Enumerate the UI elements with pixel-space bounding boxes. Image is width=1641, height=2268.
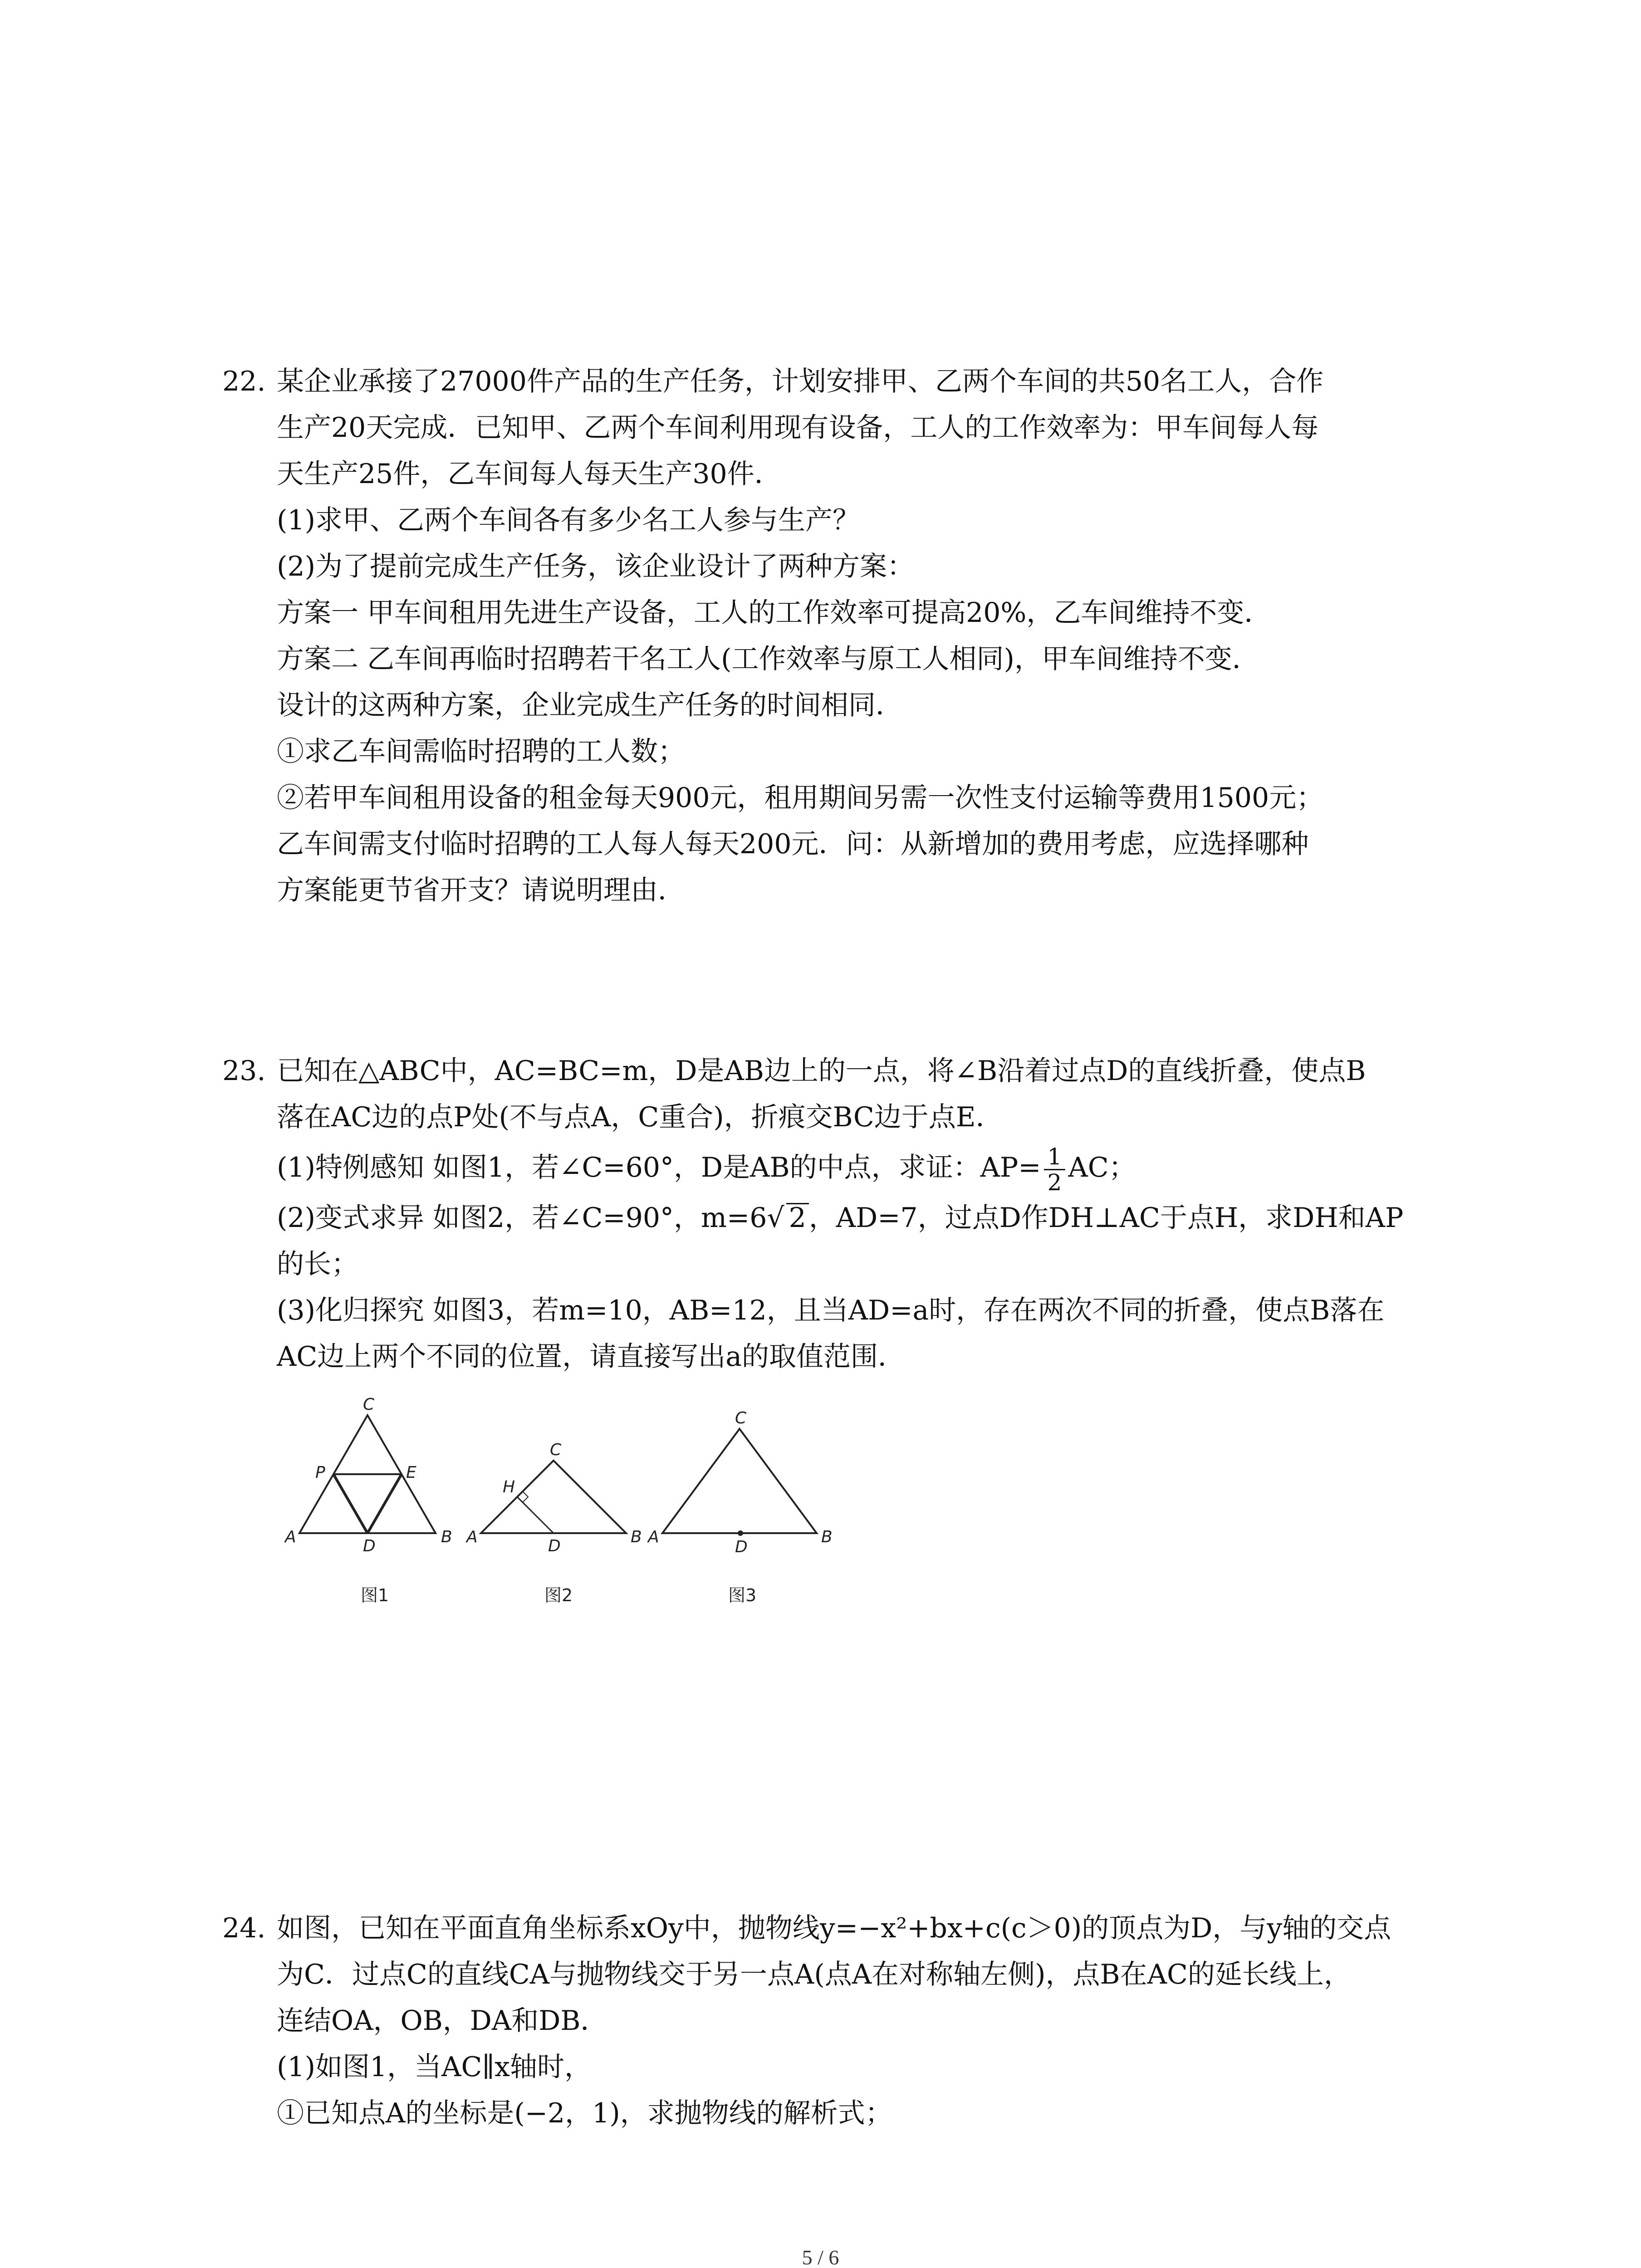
sub-question bbox=[222, 1195, 1447, 1241]
question-text: 已知在△ABC中，AC=BC=m，D是AB边上的一点，将∠B沿着过点D的直线折叠，使点B bbox=[277, 1055, 1366, 1087]
label-c: C bbox=[363, 1395, 375, 1414]
figure-3 bbox=[647, 1409, 833, 1605]
question-text: 天生产25件，乙车间每人每天生产30件． bbox=[277, 458, 782, 490]
question-text: AC边上两个不同的位置，请直接写出a的取值范围． bbox=[277, 1341, 906, 1373]
question-text: 连结OA，OB，DA和DB． bbox=[277, 2005, 608, 2037]
dashed-eb bbox=[402, 1474, 436, 1533]
plan-one: 方案一 甲车间租用先进生产设备，工人的工作效率可提高20%，乙车间维持不变． bbox=[277, 597, 1272, 629]
label-d: D bbox=[363, 1537, 376, 1555]
label-b: B bbox=[441, 1528, 452, 1546]
question-text: 的长； bbox=[277, 1248, 358, 1280]
label-e: E bbox=[406, 1463, 416, 1482]
triangle-abc bbox=[662, 1429, 817, 1533]
question-22 bbox=[222, 358, 1447, 914]
sub-question-text: AC； bbox=[1068, 1152, 1136, 1183]
label-b: B bbox=[631, 1528, 642, 1546]
label-a: A bbox=[285, 1528, 296, 1546]
sub-question: (1)求甲、乙两个车间各有多少名工人参与生产？ bbox=[277, 504, 860, 536]
question-text: 方案能更节省开支？请说明理由． bbox=[277, 875, 685, 906]
fraction bbox=[1044, 1144, 1066, 1195]
sub-question: (2)为了提前完成生产任务，该企业设计了两种方案： bbox=[277, 551, 914, 582]
sqrt-sign: √ bbox=[767, 1202, 784, 1234]
label-c: C bbox=[735, 1409, 747, 1427]
sub-question: (1)如图1，当AC∥x轴时， bbox=[277, 2051, 592, 2083]
triangle-abc bbox=[481, 1461, 626, 1533]
figure-caption: 图2 bbox=[544, 1585, 573, 1605]
question-23 bbox=[222, 1048, 1447, 1380]
figure-2 bbox=[465, 1441, 642, 1605]
question-text: 某企业承接了27000件产品的生产任务，计划安排甲、乙两个车间的共50名工人，合作 bbox=[277, 366, 1324, 397]
sub-question: ①已知点A的坐标是(−2，1)，求抛物线的解析式； bbox=[277, 2097, 892, 2129]
sub-question-text: (2)变式求异 如图2，若∠C=90°，m=6 bbox=[277, 1202, 767, 1234]
fraction-denominator: 2 bbox=[1047, 1169, 1062, 1196]
question-text: 乙车间需支付临时招聘的工人每人每天200元．问：从新增加的费用考虑，应选择哪种 bbox=[277, 828, 1309, 860]
point-d bbox=[738, 1530, 743, 1536]
fraction-numerator: 1 bbox=[1044, 1144, 1066, 1170]
sqrt-radicand: 2 bbox=[786, 1203, 809, 1232]
question-23-figures bbox=[272, 1388, 862, 1642]
question-24 bbox=[222, 1905, 1447, 2136]
label-h: H bbox=[503, 1478, 515, 1496]
label-c: C bbox=[550, 1441, 562, 1459]
sub-question-text: (1)特例感知 如图1，若∠C=60°，D是AB的中点，求证：AP= bbox=[277, 1152, 1041, 1183]
segment-pd bbox=[333, 1474, 367, 1533]
figure-caption: 图1 bbox=[361, 1585, 389, 1605]
question-number: 24. bbox=[222, 1912, 266, 1944]
sub-question-text: ，AD=7，过点D作DH⊥AC于点H，求DH和AP bbox=[808, 1202, 1404, 1234]
label-p: P bbox=[315, 1463, 325, 1482]
label-d: D bbox=[548, 1537, 561, 1555]
figure-1 bbox=[284, 1395, 452, 1605]
segment-ed bbox=[367, 1474, 402, 1533]
sub-question: (3)化归探究 如图3，若m=10，AB=12，且当AD=a时，存在两次不同的折叠，使点B落在 bbox=[277, 1295, 1385, 1326]
page-number: 5 / 6 bbox=[802, 2246, 839, 2268]
question-text: 生产20天完成．已知甲、乙两个车间利用现有设备，工人的工作效率为：甲车间每人每 bbox=[277, 412, 1319, 444]
question-number: 22. bbox=[222, 366, 266, 397]
label-a: A bbox=[466, 1528, 478, 1546]
question-number: 23. bbox=[222, 1055, 266, 1087]
question-text: 如图，已知在平面直角坐标系xOy中，抛物线y=−x²+bx+c(c＞0)的顶点为D，与y轴的交点 bbox=[277, 1912, 1391, 1944]
question-text: 落在AC边的点P处(不与点A，C重合)，折痕交BC边于点E． bbox=[277, 1101, 1003, 1133]
label-b: B bbox=[821, 1528, 833, 1546]
figure-caption: 图3 bbox=[728, 1585, 757, 1605]
question-text: 为C．过点C的直线CA与抛物线交于另一点A(点A在对称轴左侧)，点B在AC的延长线上， bbox=[277, 1959, 1351, 1990]
plan-two: 方案二 乙车间再临时招聘若干名工人(工作效率与原工人相同)，甲车间维持不变． bbox=[277, 643, 1259, 675]
label-a: A bbox=[648, 1528, 659, 1546]
sub-question bbox=[222, 1140, 1447, 1195]
label-d: D bbox=[735, 1538, 748, 1556]
sub-question: ①求乙车间需临时招聘的工人数； bbox=[277, 736, 685, 767]
question-text: 设计的这两种方案，企业完成生产任务的时间相同． bbox=[277, 689, 903, 721]
right-angle-mark bbox=[523, 1491, 528, 1502]
sub-question: ②若甲车间租用设备的租金每天900元，租用期间另需一次性支付运输等费用1500元； bbox=[277, 782, 1324, 814]
